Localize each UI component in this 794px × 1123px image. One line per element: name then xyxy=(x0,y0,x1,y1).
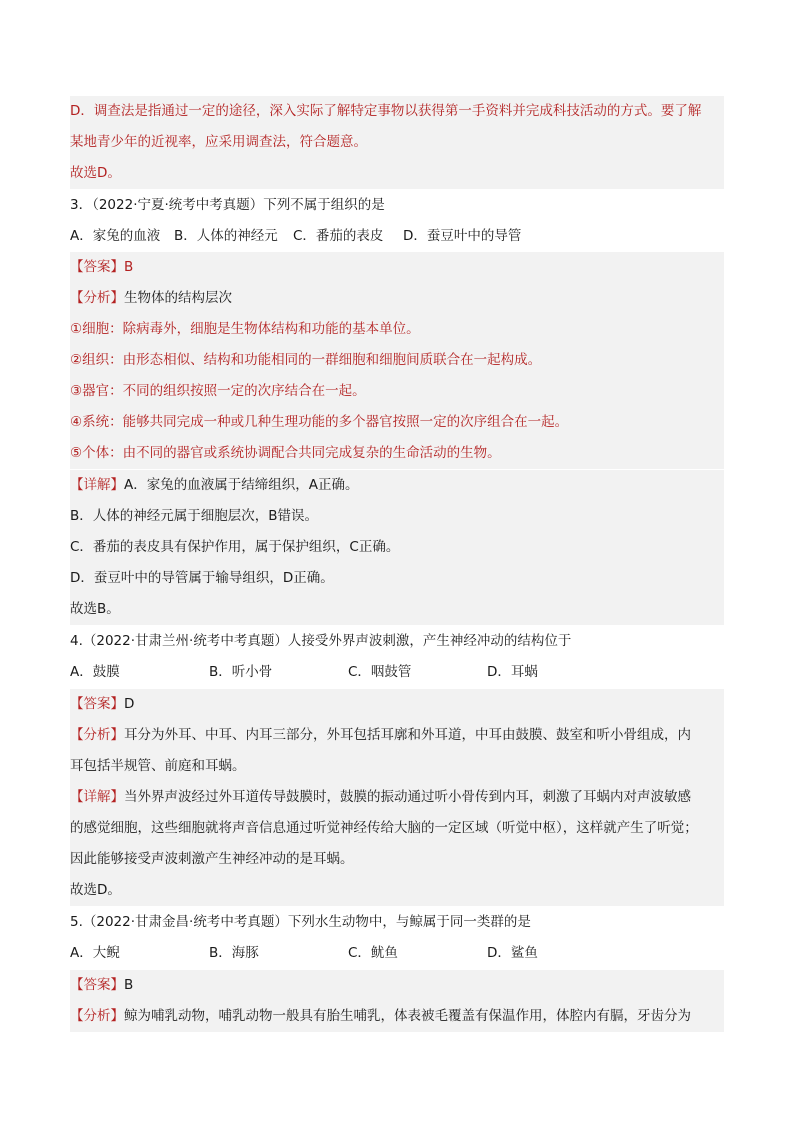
q2-option-d-explanation-line1: D．调查法是指通过一定的途径，深入实际了解特定事物以获得第一手资料并完成科技活动的方式。要了解 xyxy=(70,96,724,127)
analysis-tag: 【分析】 xyxy=(70,727,124,743)
q4-options xyxy=(70,657,724,688)
answer-value: D xyxy=(124,696,135,712)
q4-detail-line1 xyxy=(70,782,724,813)
q3-analysis xyxy=(70,283,724,314)
q5-option-c: C．鱿鱼 xyxy=(348,945,398,961)
q3-point-4: ④系统：能够共同完成一种或几种生理功能的多个器官按照一定的次序组合在一起。 xyxy=(70,407,724,438)
q4-option-c: C．咽鼓管 xyxy=(348,664,412,680)
q3-option-a: A．家兔的血液 xyxy=(70,228,161,244)
detail-tag: 【详解】 xyxy=(70,477,124,493)
q3-choose: 故选B。 xyxy=(70,594,724,625)
q5-answer xyxy=(70,970,724,1001)
q3-detail-b: B．人体的神经元属于细胞层次，B错误。 xyxy=(70,501,724,532)
q4-option-d: D．耳蜗 xyxy=(487,664,538,680)
answer-value: B xyxy=(124,259,134,275)
q5-options xyxy=(70,938,724,969)
q3-point-2: ②组织：由形态相似、结构和功能相同的一群细胞和细胞间质联合在一起构成。 xyxy=(70,345,724,376)
q2-choose: 故选D。 xyxy=(70,158,724,189)
q5-analysis-line1 xyxy=(70,1001,724,1032)
detail-text: A．家兔的血液属于结缔组织，A正确。 xyxy=(124,477,359,493)
q3-option-b: B．人体的神经元 xyxy=(174,228,278,244)
analysis-text: 耳分为外耳、中耳、内耳三部分，外耳包括耳廓和外耳道，中耳由鼓膜、鼓室和听小骨组成，内 xyxy=(124,727,691,743)
q5-option-b: B．海豚 xyxy=(209,945,259,961)
answer-value: B xyxy=(124,977,134,993)
q3-option-c: C．番茄的表皮 xyxy=(293,228,384,244)
q5-stem: 5.（2022·甘肃金昌·统考中考真题）下列水生动物中，与鲸属于同一类群的是 xyxy=(70,914,531,930)
q4-detail-line2: 的感觉细胞，这些细胞就将声音信息通过听觉神经传给大脑的一定区域（听觉中枢），这样就产生了听觉； xyxy=(70,813,724,844)
q4-detail-line3: 因此能够接受声波刺激产生神经冲动的是耳蜗。 xyxy=(70,844,724,875)
analysis-text: 鲸为哺乳动物，哺乳动物一般具有胎生哺乳，体表被毛覆盖有保温作用，体腔内有膈，牙齿分为 xyxy=(124,1008,691,1024)
q3-point-5: ⑤个体：由不同的器官或系统协调配合共同完成复杂的生命活动的生物。 xyxy=(70,438,724,469)
q4-option-b: B．听小骨 xyxy=(209,664,273,680)
q3-detail-a xyxy=(70,470,724,501)
analysis-text: 生物体的结构层次 xyxy=(124,290,232,306)
detail-tag: 【详解】 xyxy=(70,789,124,805)
detail-text: 当外界声波经过外耳道传导鼓膜时，鼓膜的振动通过听小骨传到内耳，刺激了耳蜗内对声波敏感 xyxy=(124,789,691,805)
answer-tag: 【答案】 xyxy=(70,259,124,275)
q3-stem: 3．（2022·宁夏·统考中考真题）下列不属于组织的是 xyxy=(70,197,385,213)
q3-option-d: D．蚕豆叶中的导管 xyxy=(403,228,522,244)
analysis-tag: 【分析】 xyxy=(70,290,124,306)
q5-option-a: A．大鲵 xyxy=(70,945,120,961)
q4-option-a: A．鼓膜 xyxy=(70,664,120,680)
q3-answer xyxy=(70,252,724,283)
q4-analysis-line2: 耳包括半规管、前庭和耳蜗。 xyxy=(70,751,724,782)
analysis-tag: 【分析】 xyxy=(70,1008,124,1024)
q4-analysis-line1 xyxy=(70,720,724,751)
q3-options xyxy=(70,221,724,252)
q5-option-d: D．鲨鱼 xyxy=(487,945,538,961)
q3-point-1: ①细胞：除病毒外，细胞是生物体结构和功能的基本单位。 xyxy=(70,314,724,345)
answer-tag: 【答案】 xyxy=(70,696,124,712)
q4-stem: 4.（2022·甘肃兰州·统考中考真题）人接受外界声波刺激，产生神经冲动的结构位于 xyxy=(70,633,572,649)
q3-detail-d: D．蚕豆叶中的导管属于输导组织，D正确。 xyxy=(70,563,724,594)
answer-tag: 【答案】 xyxy=(70,977,124,993)
q3-detail-c: C．番茄的表皮具有保护作用，属于保护组织，C正确。 xyxy=(70,532,724,563)
q2-option-d-explanation-line2: 某地青少年的近视率，应采用调查法，符合题意。 xyxy=(70,127,724,158)
q4-choose: 故选D。 xyxy=(70,875,724,906)
q3-point-3: ③器官：不同的组织按照一定的次序结合在一起。 xyxy=(70,376,724,407)
q4-answer xyxy=(70,689,724,720)
